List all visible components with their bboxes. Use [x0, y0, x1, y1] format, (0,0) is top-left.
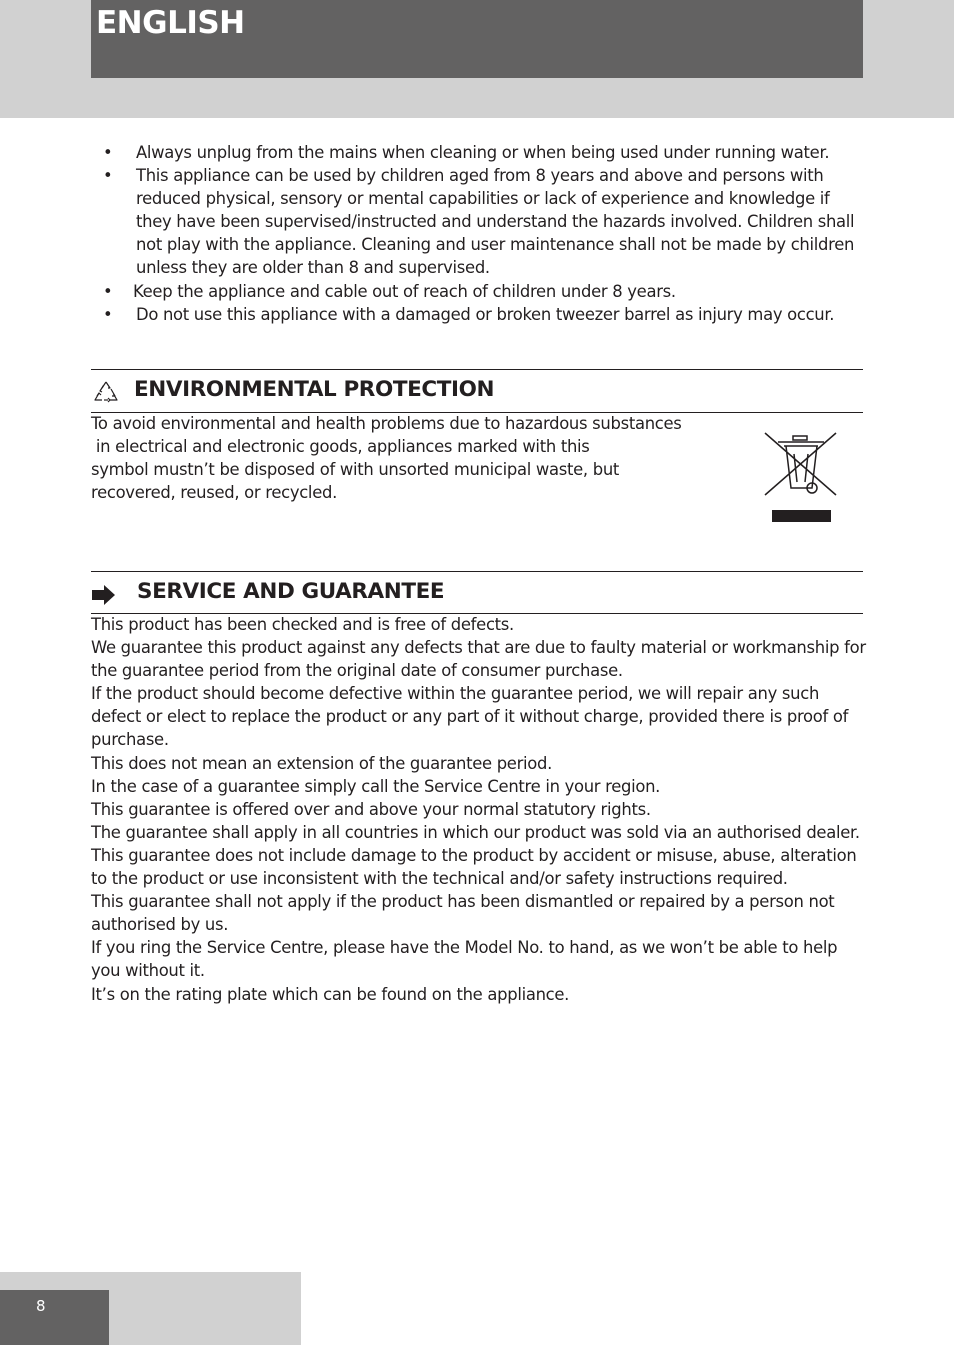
bullet-text: This appliance can be used by children aged from 8 years and above and persons with reduced physical, sensory or mental capabilities or lack of experience and knowledge if they have been supervised/instructed and understand the hazards involved. Children shall not play with the appliance. Cleaning and user maintenance shall not be made by children unless they are older than 8 and supervised.	[136, 166, 855, 278]
page-number: 8	[36, 1297, 46, 1315]
page-number-box	[0, 1290, 109, 1345]
service-title: SERVICE AND GUARANTEE	[137, 579, 445, 604]
list-item	[91, 141, 866, 164]
service-text	[91, 613, 866, 1006]
language-bar	[91, 0, 863, 78]
bullet-icon: •	[103, 281, 113, 301]
environment-line: symbol mustn’t be disposed of with unsorted municipal waste, but	[91, 460, 620, 480]
guarantee-paragraph: If the product should become defective within the guarantee period, we will repair any such defect or elect to replace the product or any part of it without charge, provided there is proof of purchase.	[91, 684, 849, 750]
guarantee-paragraph: This guarantee does not include damage to the product by accident or misuse, abuse, alteration to the product or use inconsistent with the technical and/or safety instructions required.	[91, 845, 857, 889]
bullet-text: Keep the appliance and cable out of reach of children under 8 years.	[133, 281, 676, 301]
arrow-right-icon	[91, 584, 117, 606]
list-item	[91, 303, 866, 326]
bullet-icon: •	[103, 304, 113, 324]
crossed-out-wheelie-bin-icon	[762, 430, 840, 524]
bullet-icon: •	[103, 143, 113, 162]
service-section-heading	[91, 571, 863, 614]
guarantee-paragraph: The guarantee shall apply in all countries in which our product was sold via an authorised dealer.	[91, 822, 860, 842]
list-item	[91, 280, 866, 303]
bullet-text: Always unplug from the mains when cleaning or when being used under running water.	[136, 143, 830, 162]
environment-title: ENVIRONMENTAL PROTECTION	[134, 377, 495, 402]
environment-line: in electrical and electronic goods, appliances marked with this	[91, 437, 590, 457]
recycle-icon	[93, 380, 119, 404]
environment-text	[91, 412, 731, 504]
environment-section-heading	[91, 369, 863, 413]
environment-line: To avoid environmental and health problems due to hazardous substances	[91, 414, 682, 433]
guarantee-paragraph: It’s on the rating plate which can be found on the appliance.	[91, 984, 570, 1004]
language-title: ENGLISH	[96, 5, 245, 41]
bullet-icon: •	[103, 166, 113, 186]
guarantee-paragraph: If you ring the Service Centre, please have the Model No. to hand, as we won’t be able to help you without it.	[91, 938, 838, 981]
environment-line: recovered, reused, or recycled.	[91, 483, 337, 503]
guarantee-paragraph: This product has been checked and is free of defects.	[91, 615, 514, 634]
guarantee-paragraph: This does not mean an extension of the guarantee period.	[91, 753, 553, 773]
guarantee-paragraph: This guarantee is offered over and above your normal statutory rights.	[91, 799, 651, 819]
guarantee-paragraph: This guarantee shall not apply if the product has been dismantled or repaired by a person not authorised by us.	[91, 892, 835, 935]
guarantee-paragraph: We guarantee this product against any defects that are due to faulty material or workmanship for the guarantee period from the original date of consumer purchase.	[91, 638, 866, 681]
safety-bullet-list	[91, 141, 866, 326]
guarantee-paragraph: In the case of a guarantee simply call the Service Centre in your region.	[91, 776, 661, 796]
bullet-text: Do not use this appliance with a damaged or broken tweezer barrel as injury may occur.	[136, 304, 835, 324]
list-item	[91, 164, 866, 279]
